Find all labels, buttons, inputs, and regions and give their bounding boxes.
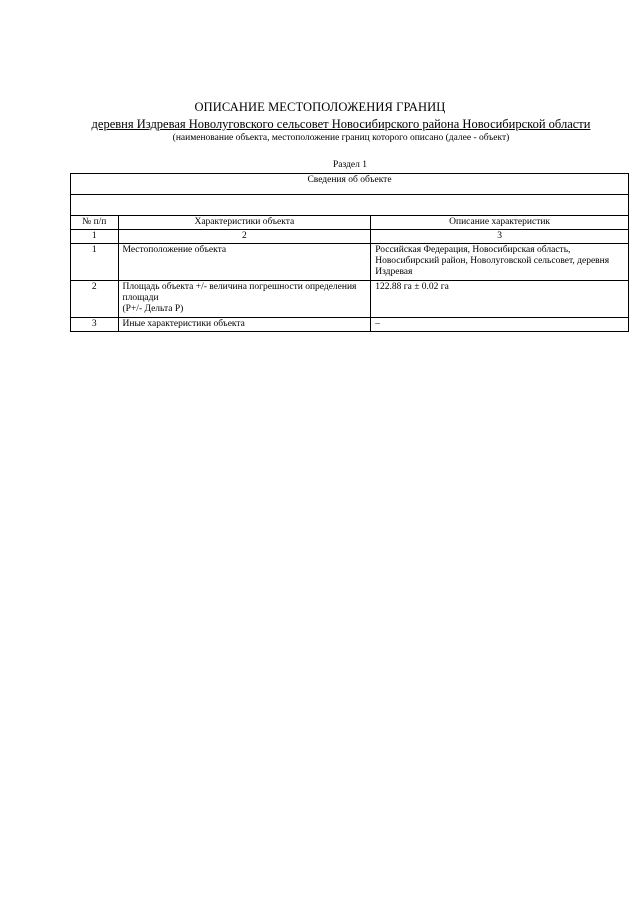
table-row [71,281,629,318]
row-description: – [371,318,629,332]
column-header-num: № п/п [71,216,119,230]
table-blank-cell [71,195,629,216]
document-title: ОПИСАНИЕ МЕСТОПОЛОЖЕНИЯ ГРАНИЦ [194,100,446,114]
row-description: Российская Федерация, Новосибирская область, Новосибирский район, Новолуговской сельсовет, деревня Издревая [371,244,629,281]
column-number-2: 2 [118,230,371,244]
row-characteristic: Местоположение объекта [118,244,371,281]
table-header-row [71,174,629,195]
table-row [71,244,629,281]
table-row [71,318,629,332]
row-characteristic: Площадь объекта +/- величина погрешности определения площади (P+/- Дельта P) [118,281,371,318]
table-blank-row [71,195,629,216]
row-num: 3 [71,318,119,332]
column-number-1: 1 [71,230,119,244]
section-label: Раздел 1 [333,160,367,170]
row-characteristic: Иные характеристики объекта [118,318,371,332]
table-column-numbers [71,230,629,244]
object-info-table [70,173,629,332]
row-num: 2 [71,281,119,318]
object-name-caption: (наименование объекта, местоположение границ которого описано (далее - объект) [172,133,510,143]
table-column-headers [71,216,629,230]
column-number-3: 3 [371,230,629,244]
object-name-text: деревня Издревая Новолуговского сельсовет Новосибирского района Новосибирской области [91,117,591,131]
object-name [0,117,640,132]
column-header-characteristic: Характеристики объекта [118,216,371,230]
column-header-description: Описание характеристик [371,216,629,230]
row-description: 122.88 га ± 0.02 га [371,281,629,318]
row-num: 1 [71,244,119,281]
table-header: Сведения об объекте [71,174,629,195]
